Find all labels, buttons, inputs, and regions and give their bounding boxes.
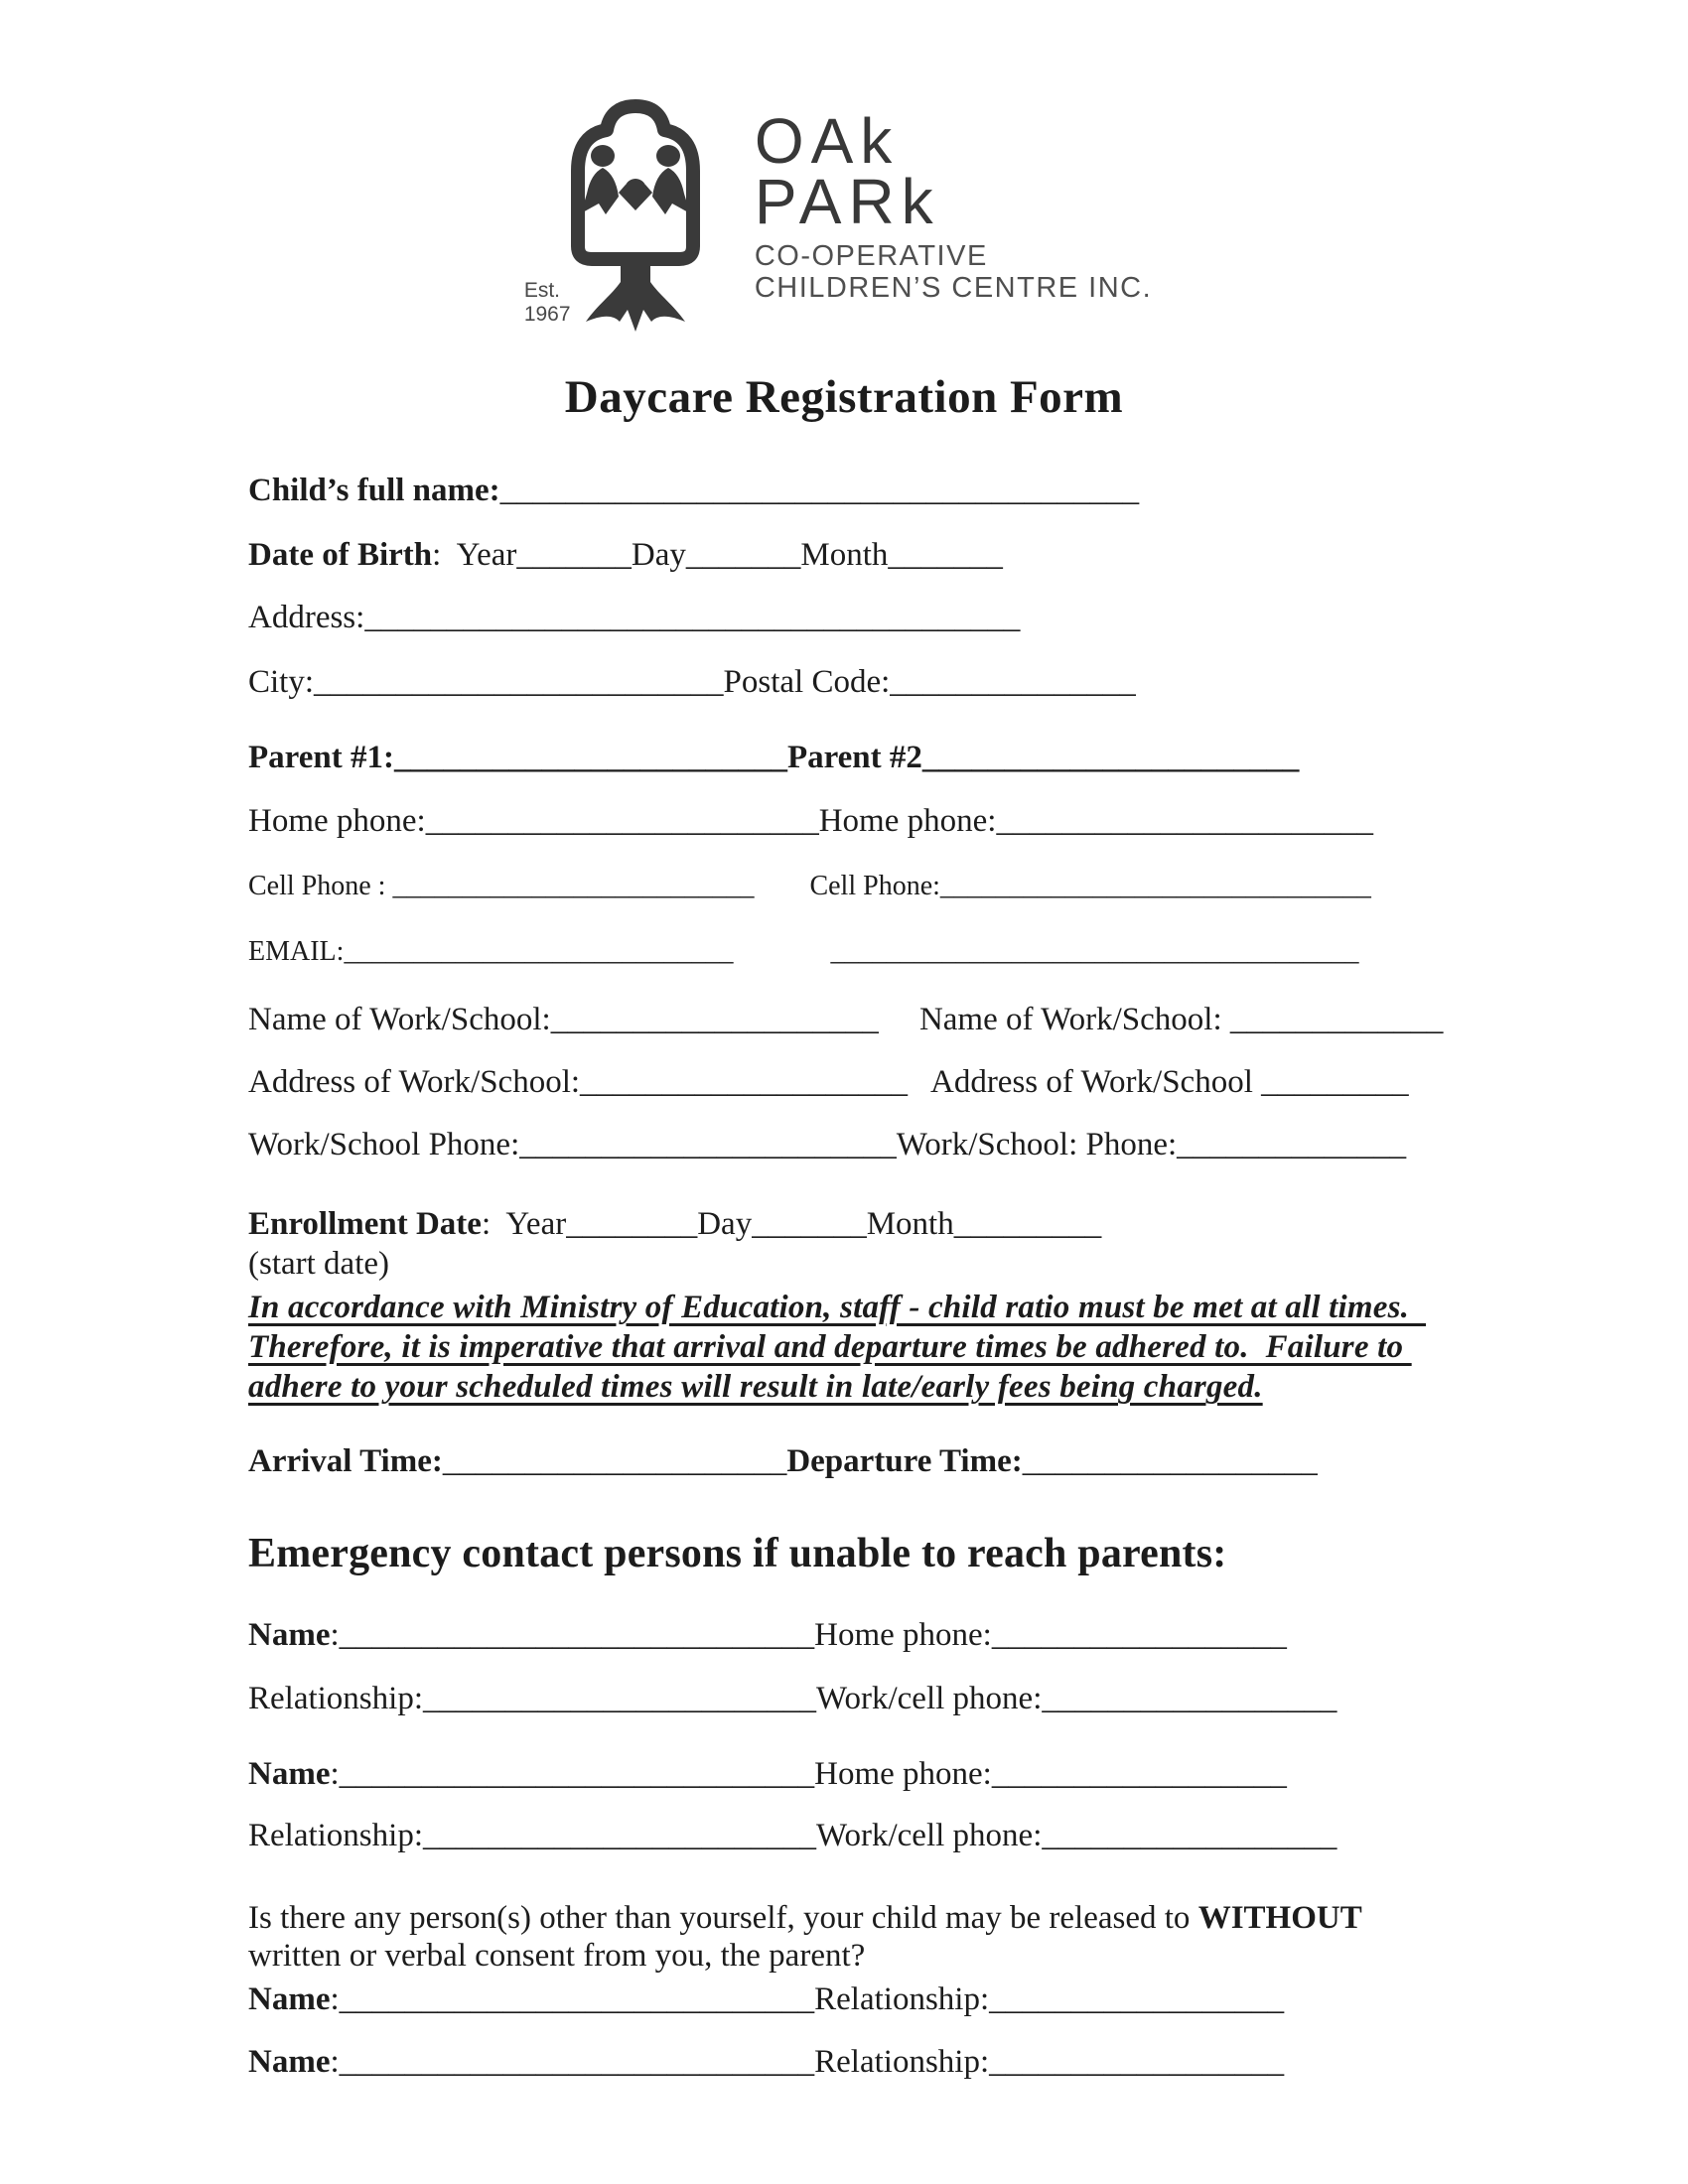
- address-blank: ________________________________________: [364, 600, 1021, 636]
- work-phone1-label: Work/School Phone:: [248, 1127, 520, 1163]
- parent2-blank: _______________________: [921, 739, 1300, 775]
- dob-label: Date of Birth: [248, 536, 433, 573]
- child-name-label: Child’s full name:: [248, 473, 500, 508]
- emergency1-home-phone-label: Home phone:: [814, 1616, 992, 1653]
- release1-relationship-blank: __________________: [989, 1981, 1285, 2018]
- home-phone2-blank: _______________________: [996, 803, 1373, 840]
- emergency1-relationship-row: [248, 1682, 1648, 1717]
- est-label: Est.: [523, 278, 560, 302]
- release-question-line2: written or verbal consent from you, the parent?: [248, 1938, 866, 1975]
- work-name-row: [248, 1003, 1648, 1038]
- child-figure: [619, 179, 652, 210]
- home-phone1-label: Home phone:: [248, 803, 426, 840]
- email-label: EMAIL:: [248, 935, 345, 967]
- dob-year-blank: _______: [516, 536, 632, 573]
- dob-day-label: Day: [631, 536, 686, 573]
- release2-row: [248, 2045, 1648, 2081]
- dob-month-label: Month: [800, 536, 889, 573]
- cell-phone2-label: Cell Phone:: [809, 870, 940, 901]
- established-text: [524, 279, 571, 327]
- est-year: 1967: [523, 302, 571, 326]
- departure-time-label: Departure Time:: [786, 1443, 1023, 1480]
- work-address2-blank: _________: [1261, 1063, 1409, 1100]
- city-blank: _________________________: [314, 663, 724, 700]
- start-date-note: (start date): [248, 1245, 390, 1282]
- cell-phone2-blank: _______________________________: [939, 870, 1371, 901]
- logo-name-line1: OAk: [754, 105, 900, 177]
- times-row: [248, 1444, 1648, 1480]
- email-blank1: ____________________________: [344, 935, 734, 967]
- tree-logo: [523, 97, 735, 341]
- ratio-notice-line1: In accordance with Ministry of Education, staff - child ratio must be met at all times.: [248, 1290, 1427, 1326]
- dob-month-blank: _______: [888, 536, 1003, 573]
- emergency1-name-colon: :: [330, 1616, 340, 1653]
- enrollment-day-label: Day: [697, 1206, 753, 1243]
- work-address2-label: Address of Work/School: [929, 1063, 1262, 1100]
- departure-time-blank: __________________: [1022, 1443, 1318, 1480]
- logo-subtitle-line2: CHILDREN’S CENTRE INC.: [754, 272, 1153, 305]
- enrollment-label: Enrollment Date: [248, 1206, 482, 1243]
- emergency2-home-phone-label: Home phone:: [814, 1756, 992, 1793]
- release-question: [248, 1899, 1648, 1975]
- emergency2-name-label: Name: [248, 1756, 331, 1793]
- home-phone1-blank: ________________________: [425, 803, 819, 840]
- address-label: Address:: [248, 600, 365, 636]
- logo-subtitle-line1: CO-OPERATIVE: [754, 239, 988, 272]
- date-of-birth-row: [248, 538, 1648, 574]
- work-address-gap: [908, 1064, 930, 1100]
- parent2-label: Parent #2: [786, 739, 922, 775]
- work-phone-row: [248, 1128, 1648, 1163]
- release2-relationship-blank: __________________: [989, 2044, 1285, 2081]
- address-row: [248, 601, 1648, 636]
- work-name1-label: Name of Work/School:: [248, 1002, 551, 1038]
- emergency1-name-label: Name: [248, 1616, 331, 1653]
- dob-sep: :: [432, 536, 457, 573]
- ratio-notice-line3: adhere to your scheduled times will result in late/early fees being charged.: [248, 1369, 1263, 1406]
- enrollment-date-row: [248, 1207, 1648, 1243]
- dob-day-blank: _______: [685, 536, 801, 573]
- emergency2-name-colon: :: [330, 1756, 340, 1793]
- emergency1-relationship-blank: ________________________: [423, 1680, 816, 1716]
- release2-name-blank: _____________________________: [339, 2044, 815, 2081]
- logo-section: [0, 0, 1688, 341]
- release1-name-colon: :: [330, 1981, 340, 2018]
- email-gap: [733, 936, 830, 967]
- postal-code-label: Postal Code:: [723, 663, 891, 700]
- work-phone2-blank: ______________: [1177, 1127, 1407, 1163]
- release2-name-colon: :: [330, 2044, 340, 2081]
- emergency2-relationship-row: [248, 1819, 1648, 1854]
- release-question-without: WITHOUT: [1197, 1900, 1362, 1937]
- logo-wordmark: [755, 97, 1152, 305]
- emergency2-workcell-blank: __________________: [1042, 1817, 1337, 1853]
- work-phone2-label: Work/School: Phone:: [896, 1127, 1178, 1163]
- child-name-blank: _______________________________________: [499, 473, 1140, 508]
- enrollment-year-blank: ________: [566, 1206, 698, 1243]
- logo-name-line2: PARk: [754, 166, 940, 238]
- emergency2-home-phone-blank: __________________: [991, 1756, 1287, 1793]
- cell-phone-gap: [754, 871, 809, 901]
- emergency2-workcell-label: Work/cell phone:: [816, 1817, 1043, 1853]
- parent1-label: Parent #1:: [248, 739, 394, 775]
- release2-name-label: Name: [248, 2044, 331, 2081]
- ratio-notice: [248, 1288, 1648, 1407]
- emergency1-home-phone-blank: __________________: [991, 1616, 1287, 1653]
- enrollment-sep: :: [481, 1206, 506, 1243]
- work-address1-label: Address of Work/School:: [248, 1063, 581, 1100]
- work-name-gap: [879, 1002, 919, 1037]
- release2-relationship-label: Relationship:: [814, 2044, 990, 2081]
- dob-year-label: Year: [456, 536, 517, 573]
- emergency1-name-row: [248, 1618, 1648, 1654]
- emergency1-name-blank: _____________________________: [339, 1616, 815, 1653]
- home-phone-row: [248, 804, 1648, 840]
- emergency2-relationship-blank: ________________________: [423, 1817, 816, 1853]
- work-address-row: [248, 1065, 1648, 1101]
- emergency2-relationship-label: Relationship:: [248, 1817, 423, 1853]
- parents-row: [248, 741, 1648, 776]
- release1-name-label: Name: [248, 1981, 331, 2018]
- child-name-row: [248, 474, 1648, 509]
- release-question-line1: [248, 1899, 1648, 1937]
- form-body: [0, 474, 1688, 2081]
- ratio-notice-line2: Therefore, it is imperative that arrival and departure times be adhered to. Failure to: [248, 1329, 1412, 1366]
- page-title: Daycare Registration Form: [564, 371, 1124, 423]
- arrival-time-label: Arrival Time:: [248, 1443, 443, 1480]
- emergency2-name-blank: _____________________________: [339, 1756, 815, 1793]
- postal-code-blank: _______________: [890, 663, 1136, 700]
- city-label: City:: [248, 663, 315, 700]
- work-address1-blank: ____________________: [580, 1063, 909, 1100]
- cell-phone1-label: Cell Phone :: [248, 870, 393, 901]
- enrollment-day-blank: _______: [752, 1206, 867, 1243]
- email-row: [248, 937, 1648, 967]
- release1-name-blank: _____________________________: [339, 1981, 815, 2018]
- work-name1-blank: ____________________: [550, 1002, 879, 1038]
- cell-phone-row: [248, 872, 1648, 901]
- work-name2-blank: _____________: [1229, 1002, 1444, 1038]
- release1-relationship-label: Relationship:: [814, 1981, 990, 2018]
- release1-row: [248, 1982, 1648, 2018]
- cell-phone1-blank: __________________________: [392, 870, 755, 901]
- home-phone2-label: Home phone:: [818, 803, 997, 840]
- work-phone1-blank: _______________________: [519, 1127, 897, 1163]
- work-name2-label: Name of Work/School:: [918, 1002, 1230, 1038]
- email-blank2: ______________________________________: [830, 935, 1359, 967]
- emergency1-workcell-blank: __________________: [1042, 1680, 1337, 1716]
- city-postal-row: [248, 665, 1648, 701]
- parent1-blank: ________________________: [393, 739, 787, 775]
- emergency1-workcell-label: Work/cell phone:: [816, 1680, 1043, 1716]
- emergency2-name-row: [248, 1757, 1648, 1793]
- emergency1-relationship-label: Relationship:: [248, 1680, 423, 1716]
- emergency-contacts-heading: Emergency contact persons if unable to reach parents:: [248, 1530, 1227, 1576]
- release-question-text: Is there any person(s) other than yourself, your child may be released to: [248, 1900, 1198, 1937]
- arrival-time-blank: _____________________: [442, 1443, 787, 1480]
- enrollment-month-blank: _________: [953, 1206, 1102, 1243]
- enrollment-year-label: Year: [505, 1206, 567, 1243]
- enrollment-month-label: Month: [866, 1206, 954, 1243]
